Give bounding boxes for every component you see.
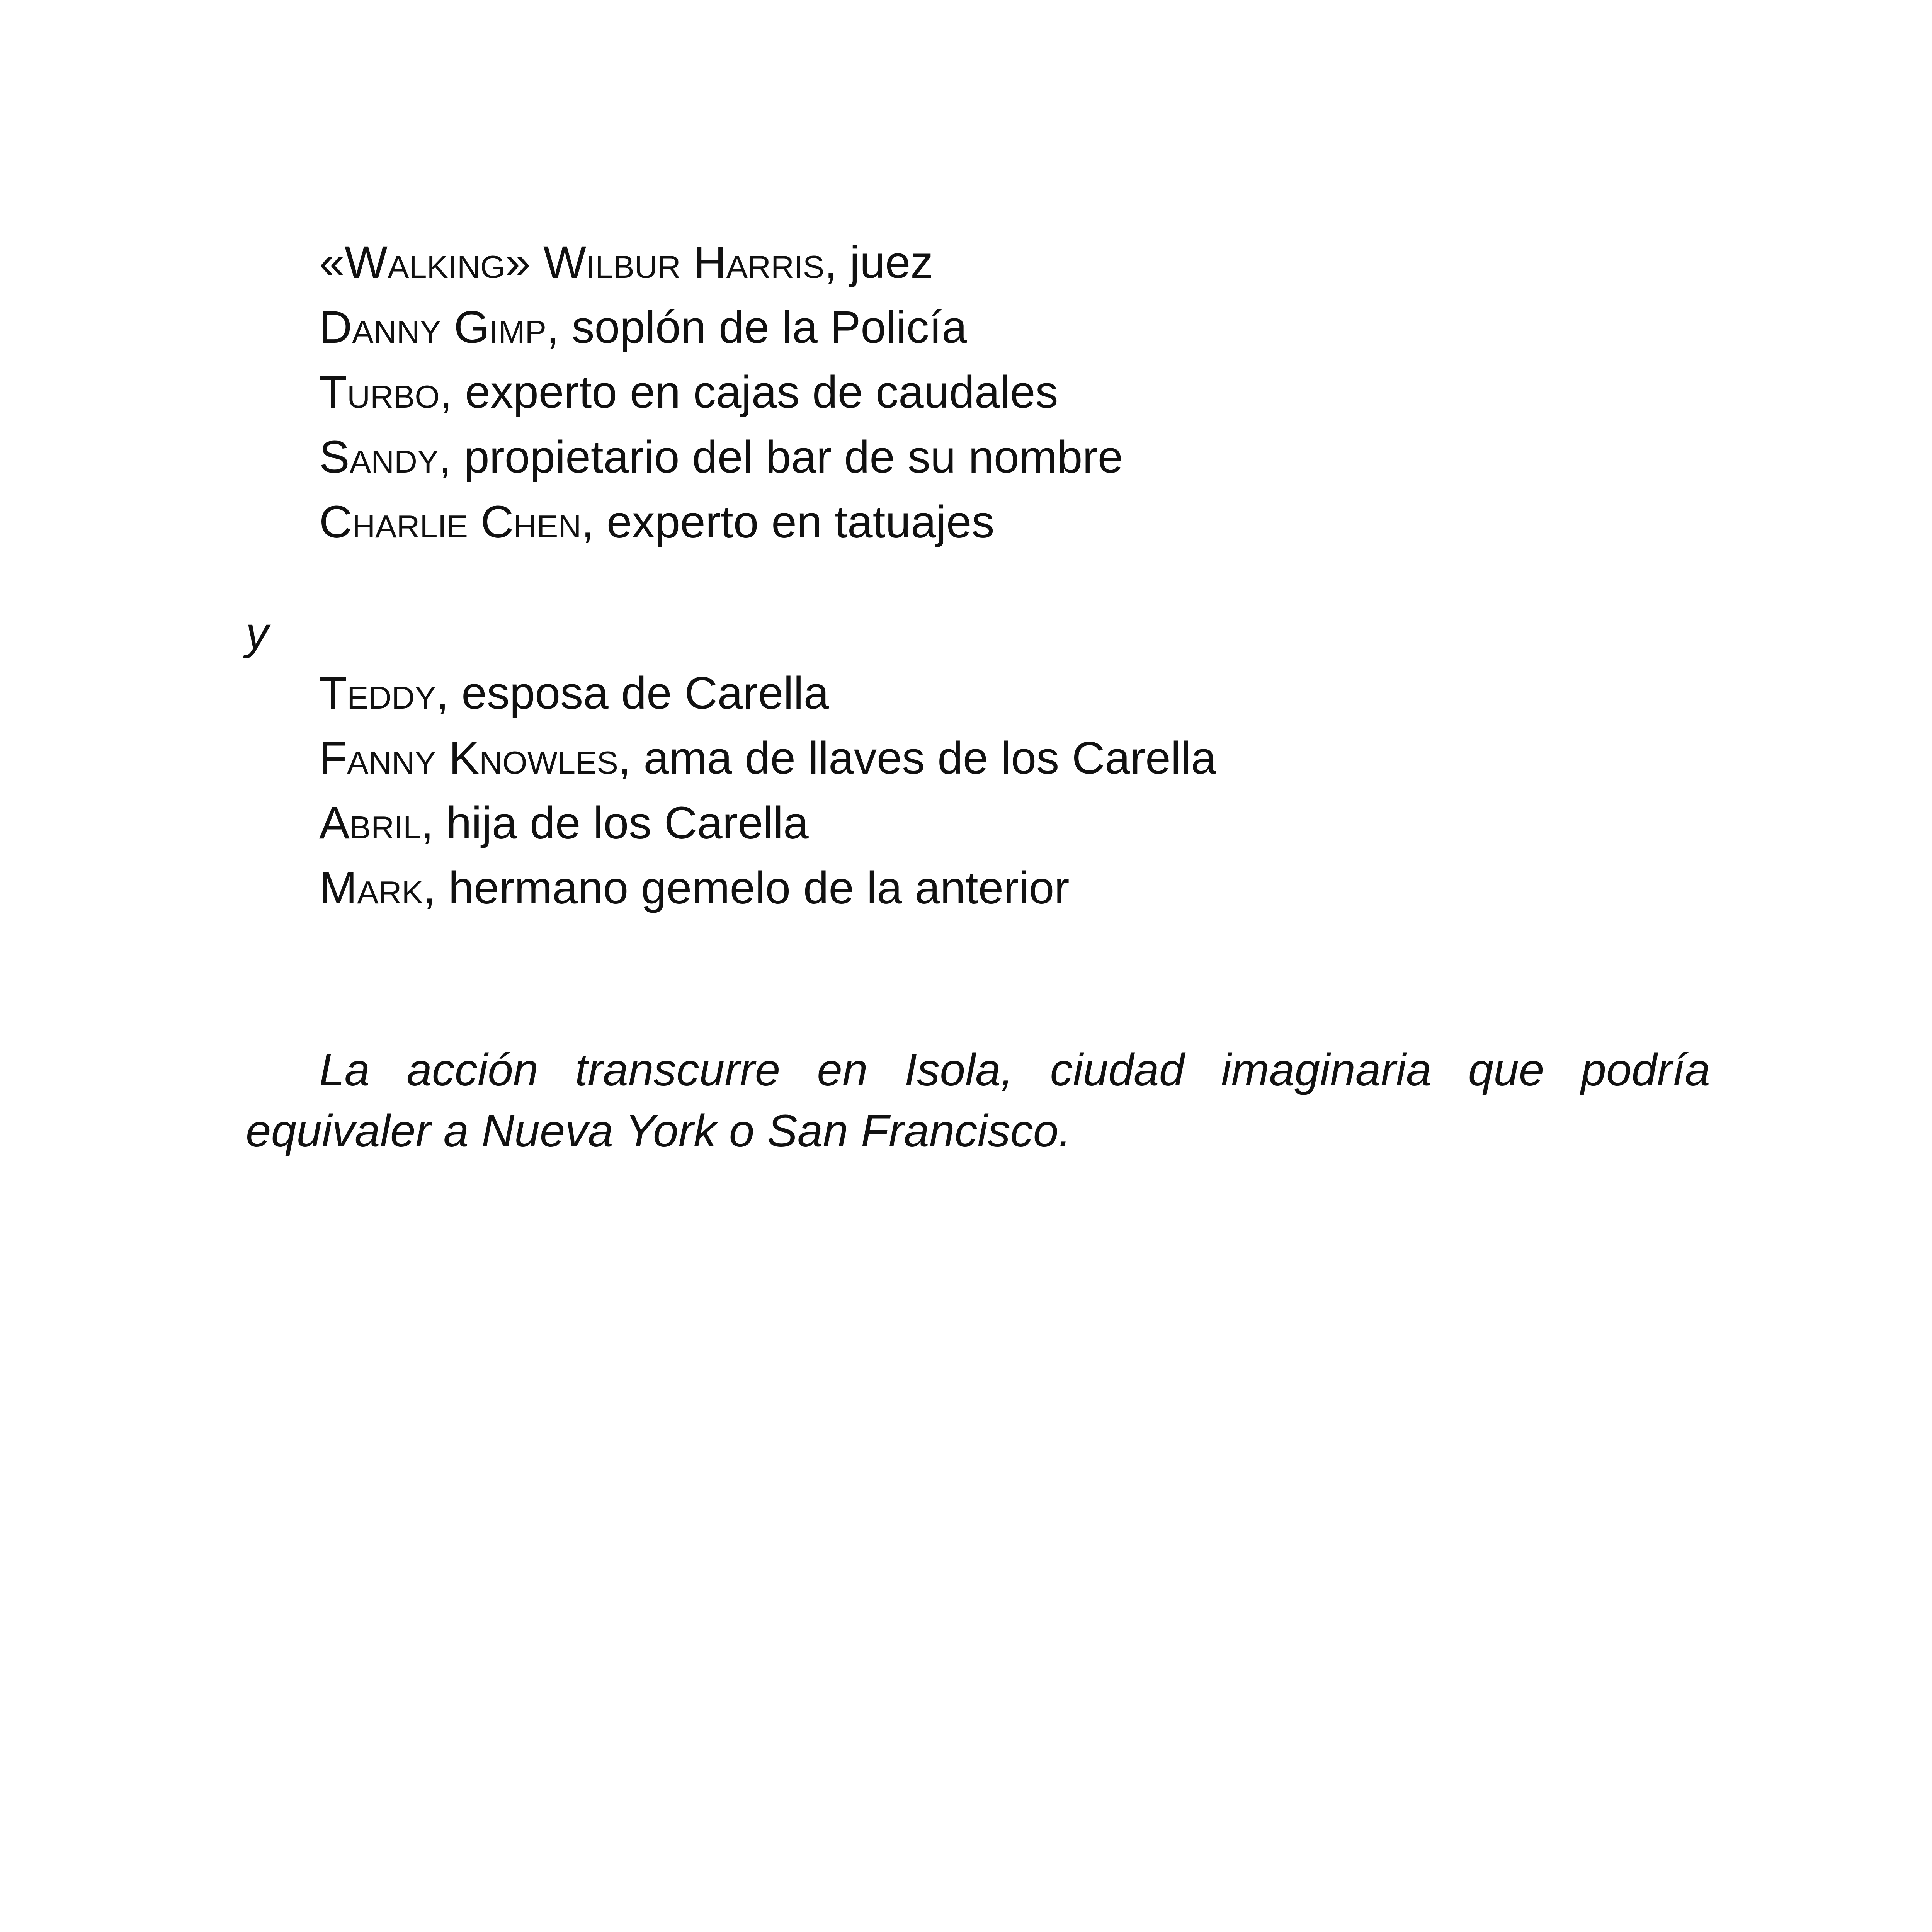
cast-role: , experto en tatuajes <box>581 497 995 548</box>
cast-item <box>319 791 1865 855</box>
cast-name: Mark <box>319 862 423 913</box>
cast-item <box>319 490 1865 554</box>
cast-role: , soplón de la Policía <box>546 302 967 353</box>
cast-item <box>319 360 1865 425</box>
cast-name: Fanny Knowles <box>319 733 618 784</box>
cast-name: Sandy <box>319 432 439 483</box>
cast-item <box>319 726 1865 791</box>
cast-name: Turbo <box>319 367 440 418</box>
setting-note: La acción transcurre en Isola, ciudad imaginaria que podría equivaler a Nueva York o San Francisco. <box>246 1044 1710 1156</box>
cast-role: , hermano gemelo de la anterior <box>423 862 1070 913</box>
cast-item <box>319 855 1865 920</box>
cast-item <box>319 230 1865 295</box>
cast-role: , hija de los Carella <box>421 798 809 849</box>
cast-name: Charlie Chen <box>319 497 582 548</box>
cast-name: «Walking» Wilbur Harris <box>319 237 825 288</box>
cast-name: Abril <box>319 798 421 849</box>
cast-role: , propietario del bar de su nombre <box>439 432 1123 483</box>
cast-item <box>319 661 1865 726</box>
cast-list-primary <box>319 230 1865 554</box>
cast-name: Teddy <box>319 668 436 719</box>
cast-role: , juez <box>824 237 934 288</box>
cast-item <box>319 425 1865 490</box>
cast-role: , experto en cajas de caudales <box>439 367 1058 418</box>
cast-item <box>319 295 1865 360</box>
cast-list-secondary <box>319 661 1865 920</box>
cast-name: Danny Gimp <box>319 302 546 353</box>
cast-role: , esposa de Carella <box>436 668 829 719</box>
conjunction-text: y <box>246 608 269 659</box>
cast-role: , ama de llaves de los Carella <box>618 733 1216 784</box>
